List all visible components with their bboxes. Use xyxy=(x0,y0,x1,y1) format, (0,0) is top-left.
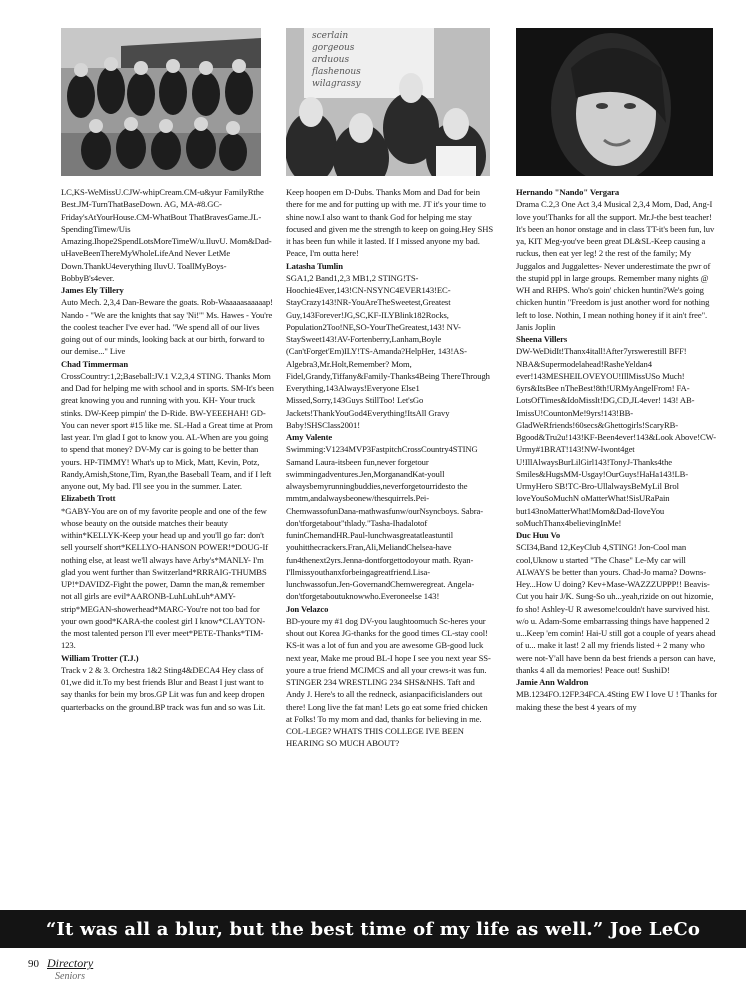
photo-boys-whiteboard xyxy=(286,28,490,176)
entry-name: Amy Valente xyxy=(286,432,333,442)
column-1 xyxy=(61,186,274,713)
senior-entry xyxy=(61,284,274,358)
entry-text: Drama C.2,3 One Act 3,4 Musical 2,3,4 Mom, Dad, Ang-I love you!Thanks for all the support. Mr.J-the best teacher! It's been an honor onstage and in class TT-it's been fun, luv ya, KIT Meg-you've been great DL&SL-Keep causing a ruckus, then eat yer leg! 2 the rest of the family; My Juggalos and Juggalettes- Never underestimate the pwr of the stupid ppl in large groups. Remember many nights @ WH and RHPS. Who's goin' chicken huntin?We's going chicken huntin "Freedom is just another word for nothing left to lose. Nothin, I mean nothing honey if it ain't free". Janis Joplin xyxy=(516,199,715,332)
board-word: scerlain xyxy=(312,31,349,41)
entry-text: SGA1,2 Band1,2,3 MB1,2 STING!TS-Hoochie4Ever,143!CN-NSYNC4EVER143!EC-StayCrazy143!NR-YouAreTheSweetest,Greatest Guy,143Forever!JG,SC,KF-ILYBlink182Rocks, Population2Too!NE,SO-YourTheGreatest,143! NV-StaySweet143!AV-Fortenberry,Lanham,Boyle (Can'tForget'Em)ILY!TS-Amanda?HelpHer, 143!AS-Algebra3,Mr.Holt,Remember? Mom, Fidel,Grandy,Tiffany&Family-Thanks4Being ThereThrough Everything,143Always!Everyone Else1 Missed,Sorry,143Guys StillToo! Let'sGo Jackets!ThankYouGod4Everything!ItsAll Gravy Baby!SHSClass2001! xyxy=(286,272,490,430)
entry-name: Jon Velazco xyxy=(286,603,329,614)
senior-entry xyxy=(286,186,494,260)
entry-text: DW-WeDidIt!Thanx4itall!After7yrswerestill BFF! NBA&Supermodelahead!RasheYeldan4 ever!143MESHEILOVEYOU!IllMissUSo Much! 6yrs&ItsBee nTheBest!8th!URMyAngelFrom! FA-LotsOfTimes&IdoMissIt!DG,CD,JL4ever! 143! AB-ImissU!CountonMe!9yrs!143!BB-GladWeRfriends!60secs&Ghettogirls!ScaryRB-Bgood&Tru2u!143!KF-Been4ever!143&Look Above!CW-Urmy#1BRAT!143!NW-Iwont4get U!IllAlwaysBurLilGirl143!TonyJ-Thanks4the Smiles&HugsMM-Usgay!OurGuys!HaHa143!LB-UrmyHero SB!TC-Bro-UllalwaysBeMyLil Brol loveYouSoMuchN oMatterWhat!SisURaPain but143noMatterWhat!Mom&Dad-IloveYou soMuchThanx4believingInMe! xyxy=(516,346,717,528)
entry-text: LC,KS-WeMissU.CJW-whipCream.CM-u&yur FamilyRthe Best.JM-TurnThatBaseDown. AG, MA-#8.GC-Friday'sAtYourHouse.CM-WhatBout ThatBravesGame.JL-SpendingTimew/Uis Amazing.Ihope2SpendLotsMoreTimeW/u.IluvU. Mom&Dad-uHaveBeenThereMyWholeLifeAnd Never LetMe Down.ThankU4everything IluvU. ToallMyBoys-BobbyB's4ever. xyxy=(61,187,272,283)
section-title: Directory xyxy=(47,956,94,970)
section-subtitle: Seniors xyxy=(55,971,85,982)
entry-name: Duc Huu Vo xyxy=(516,530,561,540)
column-3 xyxy=(516,186,721,713)
senior-entry xyxy=(61,652,274,713)
entry-text: MB.1234FO.12FP.34FCA.4Sting EW I love U ! Thanks for making these the best 4 years of my xyxy=(516,689,718,712)
board-word: gorgeous xyxy=(312,43,355,53)
senior-entry xyxy=(286,260,494,432)
senior-entry xyxy=(286,431,494,603)
photo-portrait-girl xyxy=(516,28,713,176)
entry-name: William Trotter (T.J.) xyxy=(61,652,139,663)
senior-entry xyxy=(516,333,721,529)
entry-text: BD-youre my #1 dog DV-you laughtoomuch Sc-heres your shout out Korea JG-thanks for the good times CL-stay cool! KS-it was a lot of fun and you are awesome GB-good luck next year, Make me proud BL-I hope I see you next year SS-youre a true friend MCJMCS and all your crews-it was fun. STINGER 234 WRESTLING 234 SHS&NHS. Taft and Andy J. Here's to all the redneck, asianpacificislanders out there! Long live the fat man! Lets go eat some fried chicken at Folks! To my mom and dad, thanks for believing in me. COL-LEGE? WHATS THIS COLLEGE IVE BEEN HEARING SO MUCH ABOUT? xyxy=(286,615,491,749)
page-number: 90 xyxy=(28,958,39,970)
quote-banner xyxy=(0,910,746,948)
photo-girls-team xyxy=(61,28,261,176)
entry-text: Track v 2 & 3. Orchestra 1&2 Sting4&DECA4 Hey class of 01,we did it.To my best friends Blur and Beast I just want to say thanks for bein my bros.GP Lit was fun and keep dropen quarterbacks on the ground.BP track was fun and so was Lit. xyxy=(61,664,266,712)
column-2 xyxy=(286,186,494,750)
entry-name: Chad Timmerman xyxy=(61,358,129,369)
senior-entry xyxy=(516,676,721,713)
entry-name: Latasha Tumlin xyxy=(286,260,343,271)
entry-name: James Ely Tillery xyxy=(61,285,124,295)
entry-text: Keep hoopen em D-Dubs. Thanks Mom and Dad for bein there for me and for putting up with me. JT it's your time to shine now.I also want to thank God for helping me stay focused and given me the strength to keep on going.Hey SHS it has been fun while it lasted. If I missed anyone my bad. Peace, I'm outta here! xyxy=(286,187,494,259)
entry-name: Elizabeth Trott xyxy=(61,493,116,504)
senior-entry xyxy=(286,603,494,750)
entry-text: CrossCountry:1,2;Baseball:JV.1 V.2,3,4 STING. Thanks Mom and Dad for helping me with school and in sports. SM-It's been great knowing you and running with you. KH- Your truck stinks. DW-Keep pimpin' the D-Ride. BW-YEEEHAH! GD-You can never sport #15 like me. SL-Had a Great time at Prom last year. I'm glad I got to know you. AL-When are you going to spend that money? DV-My car is going to be better than yours. HP-TIMMY! What's up to Mick, Matt, Kevin, Potz, Randy,Amish,Stone,Tim, Ryan,the Baseball Team, and if I left anyone out, My bad. I'll see you in the summer. Later. xyxy=(61,370,274,491)
entry-text: Swimming:V1234MVP3FastpitchCrossCountry4STING Samand Laura-itsbeen fun,never forgetour swimmingadventures.Jen,MorganandKat-youll alwaysbemyrunningbuddies,neverforgetourridesto the mmtm,andalwaysbeonew/thesquirrels.Pei-ChemwassofunDana-mathwasfunw/ourNsyncboys. Sabra-don'tforgetabout"thlady."Tasha-Ihadalotof funinChemandHR.Paul-lunchwasgreatatleastuntil youhitthecrackers.Fran,Ali,MeliandChelsea-have fun4thenext2yrs.Jenna-dontforgettodoyour math. Ryan-I'llmissyouthanxforbeingagreatfriend.Lisa-lunchwassofun.Jen-GovernandChemweregreat. Angela-don'tforgetaboutuknowwho.Everoneelse 143! xyxy=(286,444,484,602)
entry-name: Hernando "Nando" Vergara xyxy=(516,187,620,197)
quote-text: “It was all a blur, but the best time of my life as well.” Joe LeCo xyxy=(45,918,701,940)
board-word: flashenous xyxy=(312,67,361,77)
senior-entry xyxy=(61,358,274,493)
board-word: arduous xyxy=(312,55,350,65)
senior-entry xyxy=(516,186,721,333)
entry-text: Auto Mech. 2,3,4 Dan-Beware the goats. Rob-Waaaaasaaaaap! Nando - "We are the knights that say 'Ni!'" Ms. Hawes - You're the coolest teacher I've ever had. "We spend all of our lives going out of our minds, looking back at our birth, forward to our demise..." Live xyxy=(61,297,273,357)
entry-text: SCI34,Band 12,KeyClub 4,STING! Jon-Cool man cool,Uknow u started "The Chase" Le-My car will ALWAYS be better than yours. Chad-Jo mama? Downs-Hey...How U doing? Kev+Mase-WAZZZUPPP!! Beavis-Cut you hair J/K. Sung-So uh...yeah,rizide on out hizomie, fo sho! Ashley-U R awesome!couldn't have survived hist. w/o u. Adam-Some embarrassing things have happened 2 u...Keep 'em comin! Hai-U still got a couple of years ahead of u... make it last! 2 all my friends listed + 2 many who were not-Y'all have benn da best friends a person can have, thanks 4 all da memories! Peace out! SushiD! xyxy=(516,542,716,675)
board-word: wilagrassy xyxy=(312,79,361,89)
entry-name: Jamie Ann Waldron xyxy=(516,677,589,687)
senior-entry xyxy=(61,186,274,284)
senior-entry xyxy=(61,492,274,651)
senior-entry xyxy=(516,529,721,676)
entry-text: *GABY-You are on of my favorite people and one of the few whose beauty on the outside matches their beauty within*KELLYK-Keep your head up and you'll go far: don't sell yourself short*KELLYO-HANSON POWER!*DOUG-If nothing else, at least we'll always have Arby's*MANLY- I'm glad you went further than Switzerland*RRRAIG-THUMBS UP!*DAVIDZ-Fight the power, Damn the man,& remember not all girls are evil*AARONB-LuhLuhLuh*AMY-strip*MEGAN-showerhead*MARC-You're not too bad for your own good*KARA-the coolest girl I know*CLAYTON- the most talented person I'll ever meet*PETE-Thanks*TIM-123. xyxy=(61,505,269,651)
page-footer xyxy=(28,954,93,982)
entry-name: Sheena Villers xyxy=(516,334,568,344)
